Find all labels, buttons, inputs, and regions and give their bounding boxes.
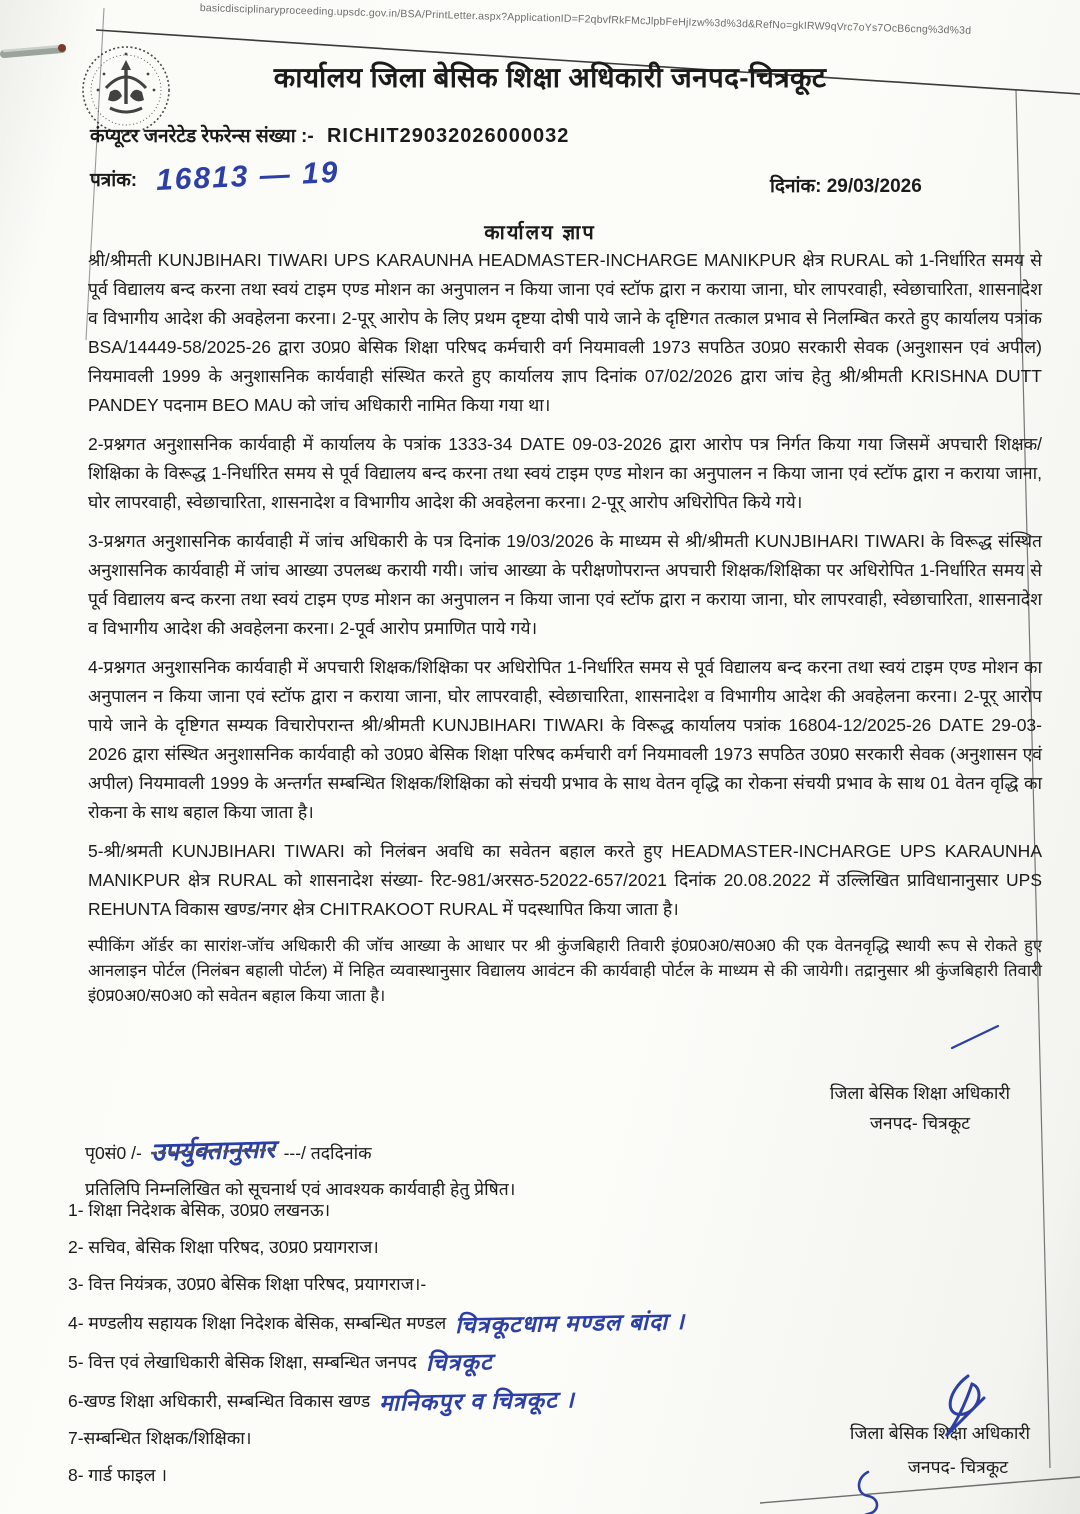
handwritten-entry: चित्रकूटधाम मण्डल बांदा । <box>454 1307 686 1339</box>
paragraph-3: 3-प्रश्नगत अनुशासनिक कार्यवाही में जांच अधिकारी के पत्र दिनांक 19/03/2026 के माध्यम से श्री/श्रीमती KUNJBIHARI TIWARI के विरूद्ध संस्थित अनुशासनिक कार्यवाही में जांच आख्या उपलब्ध करायी गयी। जांच आख्या के परीक्षणोपरान्त अपचारी शिक्षक/शिक्षिका पर अधिरोपित 1-निर्धारित समय से पूर्व विद्यालय बन्द करना तथा स्वयं टाइम एण्ड मोशन का अनुपालन न किया जाना एवं स्टॉफ द्वारा न कराया जाना, घोर लापरवाही, स्वेछाचारिता, शासनादेश व विभागीय आदेश की अवहेलना करना। 2-पूर्व आरोप प्रमाणित पाये गये। <box>88 531 1042 638</box>
date-label: दिनांक: <box>770 176 822 197</box>
list-item: 1- शिक्षा निदेशक बेसिक, उ0प्र0 लखनऊ। <box>68 1200 331 1220</box>
letter-number-line <box>90 156 341 197</box>
paragraph-5: 5-श्री/श्रमती KUNJBIHARI TIWARI को निलंबन अवधि का सवेतन बहाल करते हुए HEADMASTER-INCHARGE UPS KARAUNHA MANIKPUR क्षेत्र RURAL को शासनादेश संख्या- रिट-981/अरसठ-52022-657/2021 दिनांक 20.08.2022 में उल्लिखित प्राविधानानुसार UPS REHUNTA विकास खण्ड/नगर क्षेत्र CHITRAKOOT RURAL में पदस्थापित किया जाता है। <box>88 841 1042 919</box>
signatory-title: जिला बेसिक शिक्षा अधिकारी <box>829 1083 1011 1103</box>
print-page-url: basicdisciplinaryproceeding.upsdc.gov.in/BSA/PrintLetter.aspx?ApplicationID=F2qbvfRkFMcJlpbFeHjIzw%3d%3d&RefNo=gkIRW9qVrc7oYs7OcB6cng%3d%3d <box>199 2 972 37</box>
footer-signatory-title: जिला बेसिक शिक्षा अधिकारी <box>849 1423 1031 1443</box>
footer-signatory-district: जनपद- चित्रकूट <box>907 1457 1009 1477</box>
pen-initial-icon <box>848 1468 888 1514</box>
endorsement-ref-handwritten: उपर्युक्तानुसार <box>150 1135 276 1167</box>
computer-reference-label: कंप्यूटर जनरेटेड रेफरेन्स संख्या :- <box>90 126 314 147</box>
list-item: 4- मण्डलीय सहायक शिक्षा निदेशक बेसिक, सम्बन्धित मण्डल चित्रकूटधाम मण्डल बांदा । <box>68 1307 686 1339</box>
paper-pin-icon <box>4 44 66 54</box>
footer-signature-block <box>820 1416 1060 1484</box>
list-item: 5- वित्त एवं लेखाधिकारी बेसिक शिक्षा, सम्बन्धित जनपद चित्रकूट <box>68 1348 493 1376</box>
pen-signature-icon <box>906 1370 1016 1470</box>
list-item: 8- गार्ड फाइल । <box>68 1465 168 1485</box>
letterhead-title: कार्यालय जिला बेसिक शिक्षा अधिकारी जनपद-चित्रकूट <box>273 62 827 93</box>
paragraph-2: 2-प्रश्नगत अनुशासनिक कार्यवाही में कार्यालय के पत्रांक 1333-34 DATE 09-03-2026 द्वारा आरोप पत्र निर्गत किया गया जिसमें अपचारी शिक्षक/शिक्षिका के विरूद्ध 1-निर्धारित समय से पूर्व विद्यालय बन्द करना तथा स्वयं टाइम एण्ड मोशन का अनुपालन न किया जाना एवं स्टॉफ द्वारा न कराया जाना, घोर लापरवाही, स्वेछाचारिता, शासनादेश व विभागीय आदेश की अवहेलना करना। 2-पूर् आरोप अधिरोपित किये गये। <box>88 434 1042 512</box>
computer-reference-value: RICHIT29032026000032 <box>326 125 570 147</box>
copy-forward-line: प्रतिलिपि निम्नलिखित को सूचनार्थ एवं आवश्यक कार्यवाही हेतु प्रेषित। <box>85 1179 516 1199</box>
endorsement-block <box>85 1135 516 1202</box>
paragraph-4: 4-प्रश्नगत अनुशासनिक कार्यवाही में अपचारी शिक्षक/शिक्षिका पर अधिरोपित 1-निर्धारित समय से पूर्व विद्यालय बन्द करना तथा स्वयं टाइम एण्ड मोशन का अनुपालन न किया जाना एवं स्टॉफ द्वारा न कराया जाना, घोर लापरवाही, स्वेछाचारिता, शासनादेश व विभागीय आदेश की अवहेलना करना। 2-पूर् आरोप पाये जाने के दृष्टिगत सम्यक विचारोपरान्त श्री/श्रीमती KUNJBIHARI TIWARI के विरूद्ध कार्यालय पत्रांक 16804-12/2025-26 DATE 29-03-2026 द्वारा संस्थित अनुशासनिक कार्यवाही को उ0प्र0 बेसिक शिक्षा परिषद कर्मचारी वर्ग नियमावली 1973 सपठित उ0प्र0 सरकारी सेवक (अनुशासन एवं अपील) नियमावली 1999 के अन्तर्गत सम्बन्धित शिक्षक/शिक्षिका को संचयी प्रभाव के साथ वेतन वृद्धि का रोकना संचयी प्रभाव के साथ 01 वेतन वृद्धि का रोकना के साथ बहाल किया जाता है। <box>88 657 1042 822</box>
list-item: 7-सम्बन्धित शिक्षक/शिक्षिका। <box>68 1428 252 1448</box>
date-line <box>770 172 922 198</box>
list-item: 6-खण्ड शिक्षा अधिकारी, सम्बन्धित विकास खण्ड मानिकपुर व चित्रकूट । <box>68 1386 576 1416</box>
handwritten-entry: चित्रकूट <box>425 1348 493 1376</box>
list-item: 3- वित्त नियंत्रक, उ0प्र0 बेसिक शिक्षा परिषद, प्रयागराज।- <box>68 1274 427 1294</box>
paragraph-speaking-order: स्पीकिंग ऑर्डर का सारांश-जॉच अधिकारी की जॉच आख्या के आधार पर श्री कुंजबिहारी तिवारी इं0प्र0अ0/स0अ0 की एक वेतनवृद्धि स्थायी रूप से रोकते हुए आनलाइन पोर्टल (निलंबन बहाली पोर्टल) में निहित व्यवास्थानुसार विद्यालय आवंटन की कार्यवाही पोर्टल के माध्यम से की जायेगी। तद्रानुसार श्री कुंजबिहारी तिवारी इं0प्र0अ0/स0अ0 को सवेतन बहाल किया जाता है। <box>88 937 1042 1005</box>
endorsement-ref-line <box>85 1135 515 1167</box>
letter-number-handwritten: 16813 — 19 <box>155 156 341 197</box>
memo-title: कार्यालय ज्ञाप <box>484 222 596 244</box>
endorsement-ref-prefix: पृ0सं0 /- <box>85 1143 142 1163</box>
signatory-district: जनपद- चित्रकूट <box>869 1113 971 1133</box>
paragraph-1: श्री/श्रीमती KUNJBIHARI TIWARI UPS KARAUNHA HEADMASTER-INCHARGE MANIKPUR क्षेत्र RURAL को 1-निर्धारित समय से पूर्व विद्यालय बन्द करना तथा स्वयं टाइम एण्ड मोशन का अनुपालन न किया जाना एवं स्टॉफ द्वारा न कराया जाना, घोर लापरवाही, स्वेछाचारिता, शासनादेश व विभागीय आदेश की अवहेलना करना। 2-पूर् आरोप के लिए प्रथम दृष्टया दोषी पाये जाने के दृष्टिगत तत्काल प्रभाव से निलम्बित करते हुए कार्यालय पत्रांक BSA/14449-58/2025-26 द्वारा उ0प्र0 बेसिक शिक्षा परिषद कर्मचारी वर्ग नियमावली 1973 सपठित उ0प्र0 सरकारी सेवक (अनुशासन एवं अपील) नियमावली 1999 के अनुशासनिक कार्यवाही संस्थित करते हुए कार्यालय ज्ञाप दिनांक 07/02/2026 द्वारा जांच हेतु श्री/श्रीमती KRISHNA DUTT PANDEY पदनाम BEO MAU को जांच अधिकारी नामित किया गया था। <box>88 250 1042 415</box>
signatory-designation-block <box>800 1078 1040 1138</box>
list-item: 2- सचिव, बेसिक शिक्षा परिषद, उ0प्र0 प्रयागराज। <box>68 1237 379 1257</box>
pen-underline-mark <box>952 1026 998 1048</box>
date-value: 29/03/2026 <box>826 176 922 197</box>
memo-body <box>88 246 1042 1019</box>
endorsement-ref-suffix: ---/ तददिनांक <box>283 1143 372 1163</box>
letter-number-label: पत्रांक: <box>90 170 138 191</box>
computer-reference-line <box>90 122 569 148</box>
handwritten-entry: मानिकपुर व चित्रकूट । <box>378 1386 576 1416</box>
